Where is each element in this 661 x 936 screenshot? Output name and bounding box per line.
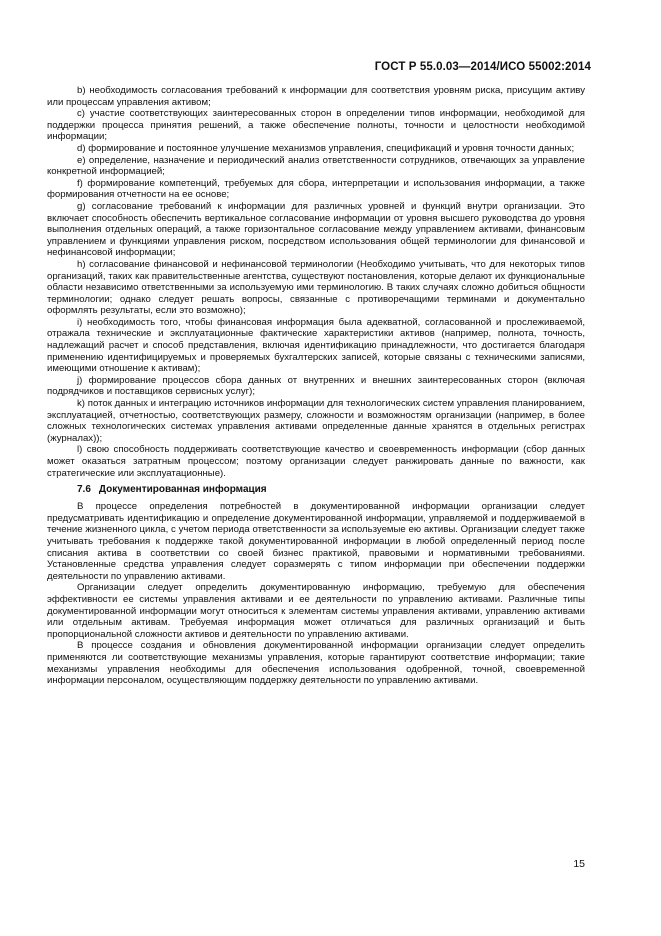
list-item-e: e) определение, назначение и периодический анализ ответственности сотрудников, отвечающих за управление конкретной информацией;	[47, 154, 585, 178]
document-code-header: ГОСТ Р 55.0.03—2014/ИСО 55002:2014	[374, 61, 591, 73]
section-paragraph-3: В процессе создания и обновления документированной информации организации следует определить применяются ли соответствующие механизмы управления, которые гарантируют соответствие информации; такие механизмы управления необходимы для обеспечения использования одобренной, точной, своевременной информации персоналом, осуществляющим поддержку деятельности по управлению активами.	[47, 640, 585, 687]
list-item-g: g) согласование требований к информации для различных уровней и функций внутри организации. Это включает способность обеспечить вертикальное согласование информации от уровня высшего руководства до уровня выполнения отдельных операций, а также горизонтальное согласование между управлением активами, финансовым управлением и функциями управления риском, посредством использования общей терминологии для финансовой и нефинансовой информации;	[47, 200, 585, 259]
section-number: 7.6	[77, 484, 91, 496]
list-item-i: i) необходимость того, чтобы финансовая информация была адекватной, согласованной и прослеживаемой, отражала технические и эксплуатационные фактические характеристики активов (например, полнота, точность, надлежащий расчет и способ представления, включая идентификацию принадлежности, что достигается благодаря применению идентифицируемых и проверяемых бухгалтерских записей, которые связаны с техническими записями, имеющими отношение к активам);	[47, 316, 585, 375]
list-item-l: l) свою способность поддерживать соответствующие качество и своевременность информации (сбор данных может оказаться затратным процессом; поэтому организации следует ранжировать данные по важности, как стратегические или эксплуатационные).	[47, 444, 585, 479]
list-item-b: b) необходимость согласования требований к информации для соответствия уровням риска, присущим активу или процессам управления активом;	[47, 85, 585, 108]
section-paragraph-1: В процессе определения потребностей в документированной информации организации следует предусматривать идентификацию и определение документированной информации, управляемой и поддерживаемой в течение жизненного цикла, с учетом периода ответственности за используемые ею активы. Организации следует также учитывать требования к поддержке такой документированной информации в любой определенный период после списания актива в соответствии со своей бизнес практикой, правовыми и нормативными требованиями. Установленные средства управления следует соразмерять с типом информации при обеспечении поддержки деятельности по управлению активами.	[47, 501, 585, 582]
list-item-k: k) поток данных и интеграцию источников информации для технологических систем управления планированием, эксплуатацией, отчетностью, соответствующих размеру, сложности и возможностям организации (например, в более сложных технологических системах управления активами определенные данные хранятся в отдельных регистрах (журналах));	[47, 398, 585, 444]
page-number: 15	[573, 858, 585, 870]
list-item-d: d) формирование и постоянное улучшение механизмов управления, спецификаций и уровня точности данных;	[77, 142, 575, 154]
list-item-f: f) формирование компетенций, требуемых для сбора, интерпретации и использования информации, а также формирования отчетности на ее основе;	[47, 177, 585, 201]
document-body	[47, 85, 585, 687]
section-title: Документированная информация	[98, 484, 267, 496]
list-item-j: j) формирование процессов сбора данных от внутренних и внешних заинтересованных сторон (включая подрядчиков и поставщиков сервисных услуг);	[47, 374, 585, 398]
section-paragraph-2: Организации следует определить документированную информацию, требуемую для обеспечения эффективности ее системы управления активами и ее деятельности по управлению активами. Различные типы документированной информации могут относиться к элементам системы управления активами, управлению активами или отдельным активам. Требуемая информация может отличаться для различных организаций и быть пропорциональной сложности активов и деятельности по управлению активами.	[47, 582, 585, 640]
list-item-c: c) участие соответствующих заинтересованных сторон в определении типов информации, необходимой для поддержки процесса принятия решений, а также обеспечение полноты, точности и целостности необходимой информации;	[47, 108, 585, 143]
list-item-h: h) согласование финансовой и нефинансовой терминологии (Необходимо учитывать, что для некоторых типов организаций, таких как правительственные агентства, существуют постановления, которые делают их функциональные области независимо ответственными за используемую ими терминологию. В таких случаях сложно добиться общности терминологии; однако следует решать вопросы, связанные с противоречащими терминами и документально оформлять результаты, если это возможно);	[47, 258, 585, 317]
section-heading	[47, 484, 585, 496]
